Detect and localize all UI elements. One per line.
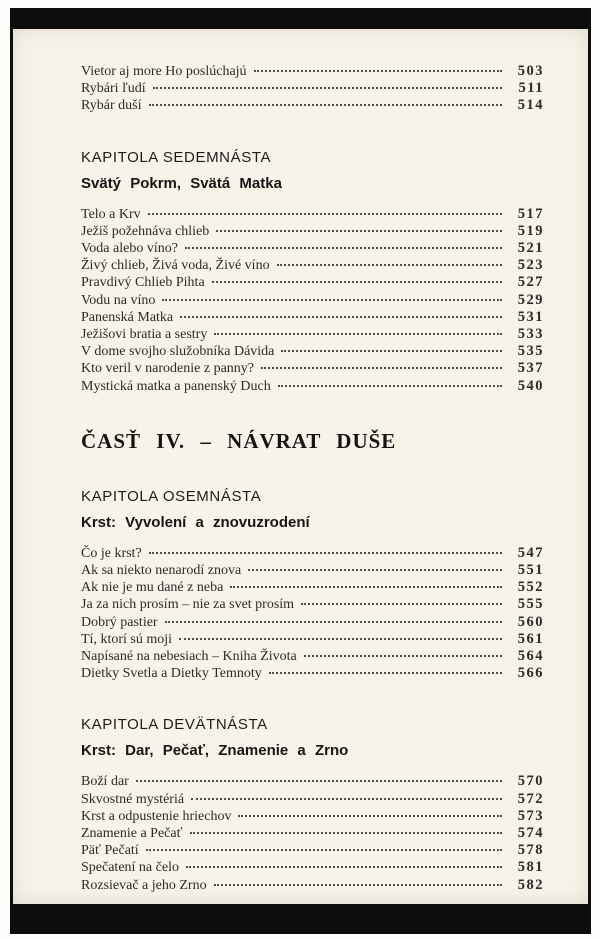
toc-entry (81, 614, 544, 631)
chapter-heading: KAPITOLA OSEMNÁSTA (81, 487, 262, 505)
dotted-leader (254, 70, 502, 72)
entry-page-number: 519 (517, 222, 544, 239)
entry-page-number: 535 (517, 343, 544, 360)
entry-title: Kto veril v narodenie z panny? (81, 361, 254, 377)
toc-entry (81, 808, 544, 825)
toc-entry (81, 631, 544, 648)
toc-entry (81, 360, 544, 377)
chapter-subtitle: Krst: Dar, Pečať, Znamenie a Zrno (81, 742, 349, 760)
entry-title: Päť Pečatí (81, 843, 139, 859)
entry-page-number: 561 (517, 630, 544, 647)
dotted-leader (261, 367, 502, 369)
dotted-leader (146, 849, 502, 851)
chapter-heading: KAPITOLA SEDEMNÁSTA (81, 148, 272, 166)
toc-entry (81, 309, 544, 326)
dotted-leader (148, 213, 502, 215)
toc-entry (81, 326, 544, 343)
dotted-leader (214, 884, 502, 886)
entry-title: Ježišovi bratia a sestry (81, 327, 208, 343)
entry-page-number: 503 (517, 63, 544, 79)
toc-entry (81, 648, 544, 665)
entry-page-number: 540 (517, 377, 544, 394)
entry-title: V dome svojho služobníka Dávida (81, 344, 275, 360)
entry-page-number: 566 (517, 665, 544, 682)
dotted-leader (162, 299, 502, 301)
entry-title: Pravdivý Chlieb Pihta (81, 275, 205, 291)
entry-page-number: 564 (517, 648, 544, 665)
entry-title: Voda alebo víno? (81, 241, 178, 257)
toc-entry (81, 545, 544, 562)
entry-title: Rybári ľudí (81, 81, 146, 97)
entry-page-number: 560 (517, 613, 544, 630)
chapter-subtitle: Krst: Vyvolení a znovuzrodení (81, 513, 310, 531)
entry-page-number: 514 (517, 97, 544, 114)
toc-entry (81, 223, 544, 240)
dotted-leader (278, 385, 502, 387)
dotted-leader (216, 230, 502, 232)
entry-page-number: 551 (517, 562, 544, 579)
dotted-leader (153, 87, 502, 89)
toc-entry (81, 596, 544, 613)
entry-title: Ak sa niekto nenarodí znova (81, 563, 242, 579)
toc-entry (81, 665, 544, 682)
entry-title: Dobrý pastier (81, 614, 158, 630)
toc-entry (81, 579, 544, 596)
toc-entry (81, 842, 544, 859)
entry-page-number: 537 (517, 360, 544, 377)
dotted-leader (212, 281, 502, 283)
toc-entry (81, 97, 544, 114)
part-title: ČASŤ IV. – NÁVRAT DUŠE (81, 428, 397, 453)
dotted-leader (136, 780, 502, 782)
entry-page-number: 547 (517, 544, 544, 561)
toc-entry-list (81, 206, 544, 395)
dotted-leader (238, 815, 502, 817)
dotted-leader (149, 552, 502, 554)
entry-page-number: 517 (517, 205, 544, 222)
dotted-leader (248, 569, 502, 571)
entry-title: Čo je krst? (81, 545, 142, 561)
entry-title: Panenská Matka (81, 309, 174, 325)
entry-page-number: 533 (517, 326, 544, 343)
entry-title: Skvostné mystériá (81, 791, 185, 807)
dotted-leader (277, 264, 502, 266)
entry-title: Telo a Krv (81, 206, 141, 222)
toc-entry (81, 791, 544, 808)
toc-entry (81, 274, 544, 291)
entry-title: Rybár duší (81, 98, 142, 114)
dotted-leader (180, 316, 502, 318)
entry-title: Napísané na nebesiach – Kniha Života (81, 649, 297, 665)
entry-page-number: 555 (517, 596, 544, 613)
entry-page-number: 552 (517, 579, 544, 596)
toc-entry (81, 859, 544, 876)
toc-entry-list (81, 773, 544, 893)
entry-page-number: 523 (517, 257, 544, 274)
dotted-leader (190, 832, 502, 834)
entry-page-number: 570 (517, 773, 544, 790)
entry-page-number: 572 (517, 790, 544, 807)
dotted-leader (179, 638, 502, 640)
entry-page-number: 527 (517, 274, 544, 291)
entry-title: Dietky Svetla a Dietky Temnoty (81, 666, 262, 682)
dotted-leader (214, 333, 502, 335)
entry-page-number: 521 (517, 240, 544, 257)
dotted-leader (269, 672, 502, 674)
toc-entry (81, 206, 544, 223)
dotted-leader (301, 603, 502, 605)
entry-title: Ježiš požehnáva chlieb (81, 223, 210, 239)
dotted-leader (165, 621, 502, 623)
chapter-subtitle: Svätý Pokrm, Svätá Matka (81, 174, 282, 192)
entry-title: Ja za nich prosím – nie za svet prosím (81, 597, 295, 613)
entry-title: Vietor aj more Ho poslúchajú (81, 64, 247, 79)
toc-entry-list (81, 545, 544, 683)
entry-title: Boží dar (81, 774, 129, 790)
dotted-leader (230, 586, 502, 588)
entry-title: Ak nie je mu dané z neba (81, 580, 224, 596)
dotted-leader (186, 866, 502, 868)
toc-entry (81, 378, 544, 395)
toc-entry (81, 240, 544, 257)
entry-title: Spečatení na čelo (81, 860, 179, 876)
toc-entry (81, 825, 544, 842)
toc-entry-list (81, 63, 544, 115)
dotted-leader (149, 104, 503, 106)
toc-entry (81, 877, 544, 894)
entry-title: Živý chlieb, Živá voda, Živé víno (81, 258, 270, 274)
entry-title: Krst a odpustenie hriechov (81, 808, 232, 824)
entry-page-number: 582 (517, 876, 544, 893)
entry-page-number: 511 (518, 80, 544, 97)
entry-page-number: 573 (517, 807, 544, 824)
entry-page-number: 574 (517, 825, 544, 842)
toc-entry (81, 562, 544, 579)
toc-entry (81, 80, 544, 97)
dotted-leader (281, 350, 502, 352)
entry-page-number: 529 (517, 291, 544, 308)
entry-title: Rozsievač a jeho Zrno (81, 877, 207, 893)
scanned-page-frame (10, 8, 591, 934)
entry-title: Mystická matka a panenský Duch (81, 378, 271, 394)
toc-entry (81, 343, 544, 360)
toc-entry (81, 63, 544, 80)
toc-entry (81, 257, 544, 274)
entry-page-number: 531 (517, 308, 544, 325)
entry-page-number: 581 (517, 859, 544, 876)
table-of-contents (13, 29, 588, 894)
toc-entry (81, 292, 544, 309)
entry-page-number: 578 (517, 842, 544, 859)
dotted-leader (191, 798, 502, 800)
dotted-leader (185, 247, 502, 249)
entry-title: Znamenie a Pečať (81, 826, 183, 842)
chapter-heading: KAPITOLA DEVÄTNÁSTA (81, 716, 268, 734)
dotted-leader (304, 655, 502, 657)
toc-entry (81, 773, 544, 790)
entry-title: Vodu na víno (81, 292, 156, 308)
entry-title: Tí, ktorí sú moji (81, 631, 172, 647)
